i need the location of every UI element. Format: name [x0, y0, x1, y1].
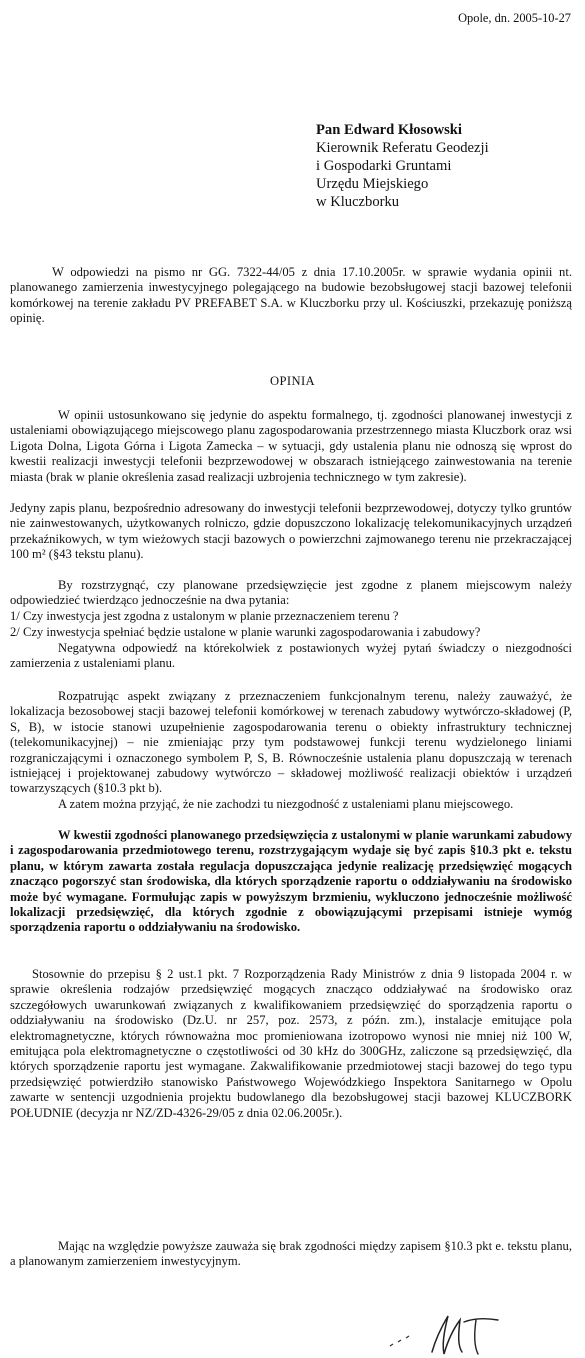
opinion-paragraph-5: Rozpatrując aspekt związany z przeznaczeniem funkcjonalnym terenu, należy zauważyć, że lokalizacja bezosobowej stacji bazowej telefonii komórkowej w terenach zabudowy wytwórczo-składowej (P, S, B), w istocie stanowi uzupełnienie zagospodarowania terenu o obiekty infrastruktury technicznej (telekomunikacyjnej) – nie zmieniając przy tym podstawowej funkcji terenu wydzielonego liniami rozgraniczającymi i oznaczonego symbolem P, S, B. Równocześnie ustalenia planu dopuszczają w terenach istniejącej i projektowanej zabudowy wytwórczo – składowej możliwość realizacji obiektów i urządzeń towarzyszących (§10.3 pkt b). — [10, 689, 572, 796]
intro-paragraph: W odpowiedzi na pismo nr GG. 7322-44/05 z dnia 17.10.2005r. w sprawie wydania opinii nt. planowanego zamierzenia inwestycyjnego polegającego na budowie bezobsługowej stacji bazowej telefonii komórkowej na terenie zakładu PV PREFABET S.A. w Kluczborku przy ul. Kościuszki, przekazuję poniższą opinię. — [10, 265, 572, 326]
opinion-paragraph-1: W opinii ustosunkowano się jedynie do aspektu formalnego, tj. zgodności planowanej inwestycji z ustaleniami obowiązującego miejscowego planu zagospodarowania przestrzennego miasta Kluczbork oraz wsi Ligota Dolna, Ligota Górna i Ligota Zamecka – w sytuacji, gdy ustalenia planu nie odnoszą się wprost do kwestii realizacji inwestycji telefonii bezprzewodowej w obszarach istniejącego zainwestowania na terenie miasta (brak w planie określenia zasad realizacji uzbrojenia technicznego w tym zakresie). — [10, 408, 572, 484]
recipient-title-line-2: i Gospodarki Gruntami — [316, 158, 452, 174]
recipient-name: Pan Edward Kłosowski — [316, 122, 462, 138]
opinion-paragraph-7: W kwestii zgodności planowanego przedsięwzięcia z ustalonymi w planie warunkami zabudowy i zagospodarowania przedmiotowego terenu, rozstrzygającym wydaje się być zapis §10.3 pkt e. tekstu planu, w którym zawarta została regulacja dopuszczająca jedynie realizację przedsięwzięć mogących znacząco pogorszyć stan środowiska, dla których sporządzenie raportu o oddziaływaniu na środowisko może być wymagane. Formułując zapis w powyższym brzmieniu, wykluczono jednocześnie możliwość lokalizacji przedsięwzięć, dla których zgodnie z obowiązującymi przepisami istnieje wymóg sporządzenia raportu o oddziaływaniu na środowisko. — [10, 828, 572, 935]
opinion-paragraph-2: Jedyny zapis planu, bezpośrednio adresowany do inwestycji telefonii bezprzewodowej, dotyczy tylko gruntów nie zainwestowanych, użytkowanych rolniczo, gdzie dopuszczono lokalizację telekomunikacyjnych urządzeń przekaźnikowych, w tym wieżowych stacji bazowych o powierzchni zajmowanego terenu nie przekraczającej 100 m² (§43 tekstu planu). — [10, 501, 572, 562]
handwritten-signature — [388, 1308, 528, 1358]
recipient-title-line-3: Urzędu Miejskiego — [316, 176, 429, 192]
opinion-paragraph-6: A zatem można przyjąć, że nie zachodzi tu niezgodność z ustaleniami planu miejscowego. — [58, 797, 514, 811]
document-date: Opole, dn. 2005-10-27 — [458, 11, 571, 25]
opinion-paragraph-8: Stosownie do przepisu § 2 ust.1 pkt. 7 Rozporządzenia Rady Ministrów z dnia 9 listopada 2004 r. w sprawie określenia rodzajów przedsięwzięć mogących znacząco oddziaływać na środowisko oraz szczegółowych uwarunkowań związanych z kwalifikowaniem przedsięwzięć do sporządzenia raportu o oddziaływaniu na środowisko (Dz.U. nr 257, poz. 2573, z późn. zm.), instalacje emitujące pola elektromagnetyczne, których równoważna moc promieniowana izotropowo wynosi nie mniej niż 100 W, emitująca pola elektromagnetyczne o częstotliwości od 30 kHz do 300GHz, zaliczone są przedsięwzięć, dla których sporządzenie raportu jest wymagane. Zakwalifikowanie przedmiotowej stacji bazowej do tego typu przedsięwzięć potwierdziło stanowisko Państwowego Wojewódzkiego Inspektora Sanitarnego w Opolu zawarte w sentencji uzgodnienia projektu budowlanego dla bezobsługowej stacji bazowej KLUCZBORK POŁUDNIE (decyzja nr NZ/ZD-4326-29/05 z dnia 02.06.2005r.). — [10, 967, 572, 1120]
opinion-heading: OPINIA — [269, 374, 316, 388]
opinion-paragraph-4: Negatywna odpowiedź na którekolwiek z postawionych wyżej pytań świadczy o niezgodności zamierzenia z ustaleniami planu. — [10, 641, 572, 671]
question-2: 2/ Czy inwestycja spełniać będzie ustalone w planie warunki zagospodarowania i zabudowy? — [10, 625, 481, 639]
recipient-address-block — [316, 121, 489, 211]
question-1: 1/ Czy inwestycja jest zgodna z ustalonym w planie przeznaczeniem terenu ? — [10, 609, 399, 623]
recipient-title-line-4: w Kluczborku — [316, 194, 400, 210]
conclusion-paragraph: Mając na względzie powyższe zauważa się brak zgodności między zapisem §10.3 pkt e. tekstu planu, a planowanym zamierzeniem inwestycyjnym. — [10, 1239, 572, 1269]
opinion-paragraph-3: By rozstrzygnąć, czy planowane przedsięwzięcie jest zgodne z planem miejscowym należy odpowiedzieć twierdząco jednocześnie na dwa pytania: — [10, 578, 572, 608]
recipient-title-line-1: Kierownik Referatu Geodezji — [316, 140, 489, 156]
